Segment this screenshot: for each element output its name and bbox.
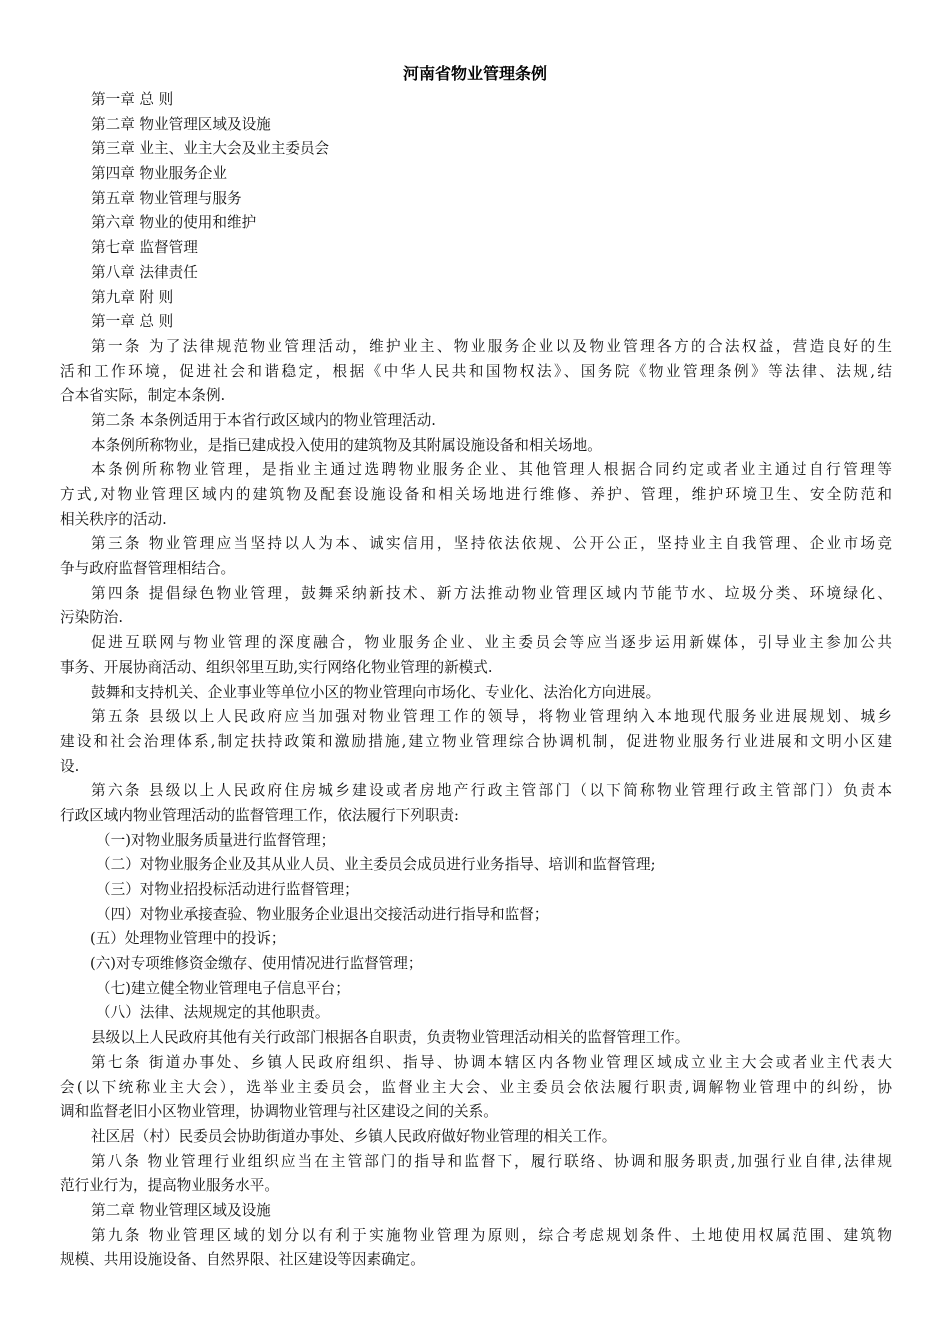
article-line: 第四条 提倡绿色物业管理，鼓舞采纳新技术、新方法推动物业管理区域内节能节水、垃圾分类、环境绿化、	[91, 584, 892, 602]
article-line: 第七条 街道办事处、乡镇人民政府组织、指导、协调本辖区内各物业管理区域成立业主大会或者业主代表大	[91, 1053, 892, 1071]
article-line: 方式,对物业管理区域内的建筑物及配套设施设备和相关场地进行维修、养护、管理，维护环境卫生、安全防范和	[60, 486, 892, 503]
list-item: (六)对专项维修资金缴存、使用情况进行监督管理；	[90, 955, 423, 973]
article-line: 活和工作环境，促进社会和谐稳定，根据《中华人民共和国物权法》、国务院《物业管理条例》等法律、法规,结	[60, 362, 892, 380]
article-line: 促进互联网与物业管理的深度融合，物业服务企业、业主委员会等应当逐步运用新媒体，引导业主参加公共	[91, 634, 892, 652]
chapter-heading: 第一章 总 则	[91, 313, 174, 331]
article-line: 第六条 县级以上人民政府住房城乡建设或者房地产行政主管部门（以下简称物业管理行政主管部门）负责本	[91, 782, 892, 800]
chapter-heading: 第二章 物业管理区域及设施	[91, 1201, 271, 1219]
list-item: （三）对物业招投标活动进行监督管理；	[96, 881, 359, 898]
list-item: （八）法律、法规规定的其他职责。	[96, 1004, 330, 1022]
article-line: 第五条 县级以上人民政府应当加强对物业管理工作的领导，将物业管理纳入本地现代服务业进展规划、城乡	[91, 708, 892, 726]
article-line: 第一条 为了法律规范物业管理活动，维护业主、物业服务企业以及物业管理各方的合法权益，营造良好的生	[91, 337, 892, 355]
document-title: 河南省物业管理条例	[402, 64, 547, 83]
article-line: 本条例所称物业，是指已建成投入使用的建筑物及其附属设施设备和相关场地。	[91, 436, 602, 454]
list-item: (五）处理物业管理中的投诉；	[90, 930, 286, 948]
article-line: 第二条 本条例适用于本省行政区域内的物业管理活动.	[91, 411, 436, 429]
article-line: 事务、开展协商活动、组织邻里互助,实行网络化物业管理的新模式.	[60, 658, 493, 676]
list-item: （七)建立健全物业管理电子信息平台；	[96, 979, 350, 997]
article-line: 鼓舞和支持机关、企业事业等单位小区的物业管理向市场化、专业化、法治化方向进展。	[91, 683, 661, 701]
article-line: 争与政府监督管理相结合。	[60, 560, 236, 578]
toc-entry: 第三章 业主、业主大会及业主委员会	[91, 140, 330, 158]
article-line: 合本省实际，制定本条例.	[60, 387, 226, 405]
toc-entry: 第九章 附 则	[91, 288, 174, 306]
article-line: 建设和社会治理体系,制定扶持政策和激励措施,建立物业管理综合协调机制，促进物业服务行业进展和文明小区建	[60, 732, 892, 750]
toc-entry: 第八章 法律责任	[91, 263, 198, 281]
toc-entry: 第二章 物业管理区域及设施	[91, 115, 271, 133]
article-line: 第八条 物业管理行业组织应当在主管部门的指导和监督下，履行联络、协调和服务职责,加强行业自律,法律规	[91, 1152, 892, 1170]
document-body	[60, 88, 892, 1273]
article-line: 第九条 物业管理区域的划分以有利于实施物业管理为原则，综合考虑规划条件、土地使用权属范围、建筑物	[91, 1226, 892, 1244]
article-line: 行政区域内物业管理活动的监督管理工作，依法履行下列职责:	[60, 806, 459, 824]
article-line: 污染防治.	[60, 609, 124, 627]
list-item: （二）对物业服务企业及其从业人员、业主委员会成员进行业务指导、培训和监督管理;	[96, 856, 656, 874]
article-line: 设.	[60, 757, 80, 775]
article-line: 社区居（村）民委员会协助街道办事处、乡镇人民政府做好物业管理的相关工作。	[91, 1127, 617, 1145]
article-line: 调和监督老旧小区物业管理，协调物业管理与社区建设之间的关系。	[60, 1103, 498, 1121]
toc-entry: 第七章 监督管理	[91, 239, 198, 257]
article-line: 县级以上人民政府其他有关行政部门根据各自职责，负责物业管理活动相关的监督管理工作。	[91, 1029, 690, 1047]
toc-entry: 第四章 物业服务企业	[91, 165, 227, 183]
article-line: 本条例所称物业管理，是指业主通过选聘物业服务企业、其他管理人根据合同约定或者业主通过自行管理等	[91, 461, 892, 479]
toc-entry: 第六章 物业的使用和维护	[91, 214, 257, 232]
article-line: 会(以下统称业主大会），选举业主委员会，监督业主大会、业主委员会依法履行职责,调解物业管理中的纠纷，协	[60, 1078, 892, 1096]
article-line: 范行业行为，提高物业服务水平。	[60, 1177, 279, 1195]
article-line: 规模、共用设施设备、自然界限、社区建设等因素确定。	[60, 1251, 425, 1269]
toc-entry: 第一章 总 则	[91, 91, 174, 108]
article-line: 相关秩序的活动.	[60, 510, 167, 528]
list-item: （一)对物业服务质量进行监督管理；	[96, 831, 336, 849]
list-item: （四）对物业承接查验、物业服务企业退出交接活动进行指导和监督；	[96, 905, 549, 923]
toc-entry: 第五章 物业管理与服务	[91, 189, 242, 207]
article-line: 第三条 物业管理应当坚持以人为本、诚实信用，坚持依法依规、公开公正，坚持业主自我管理、企业市场竞	[91, 535, 892, 553]
